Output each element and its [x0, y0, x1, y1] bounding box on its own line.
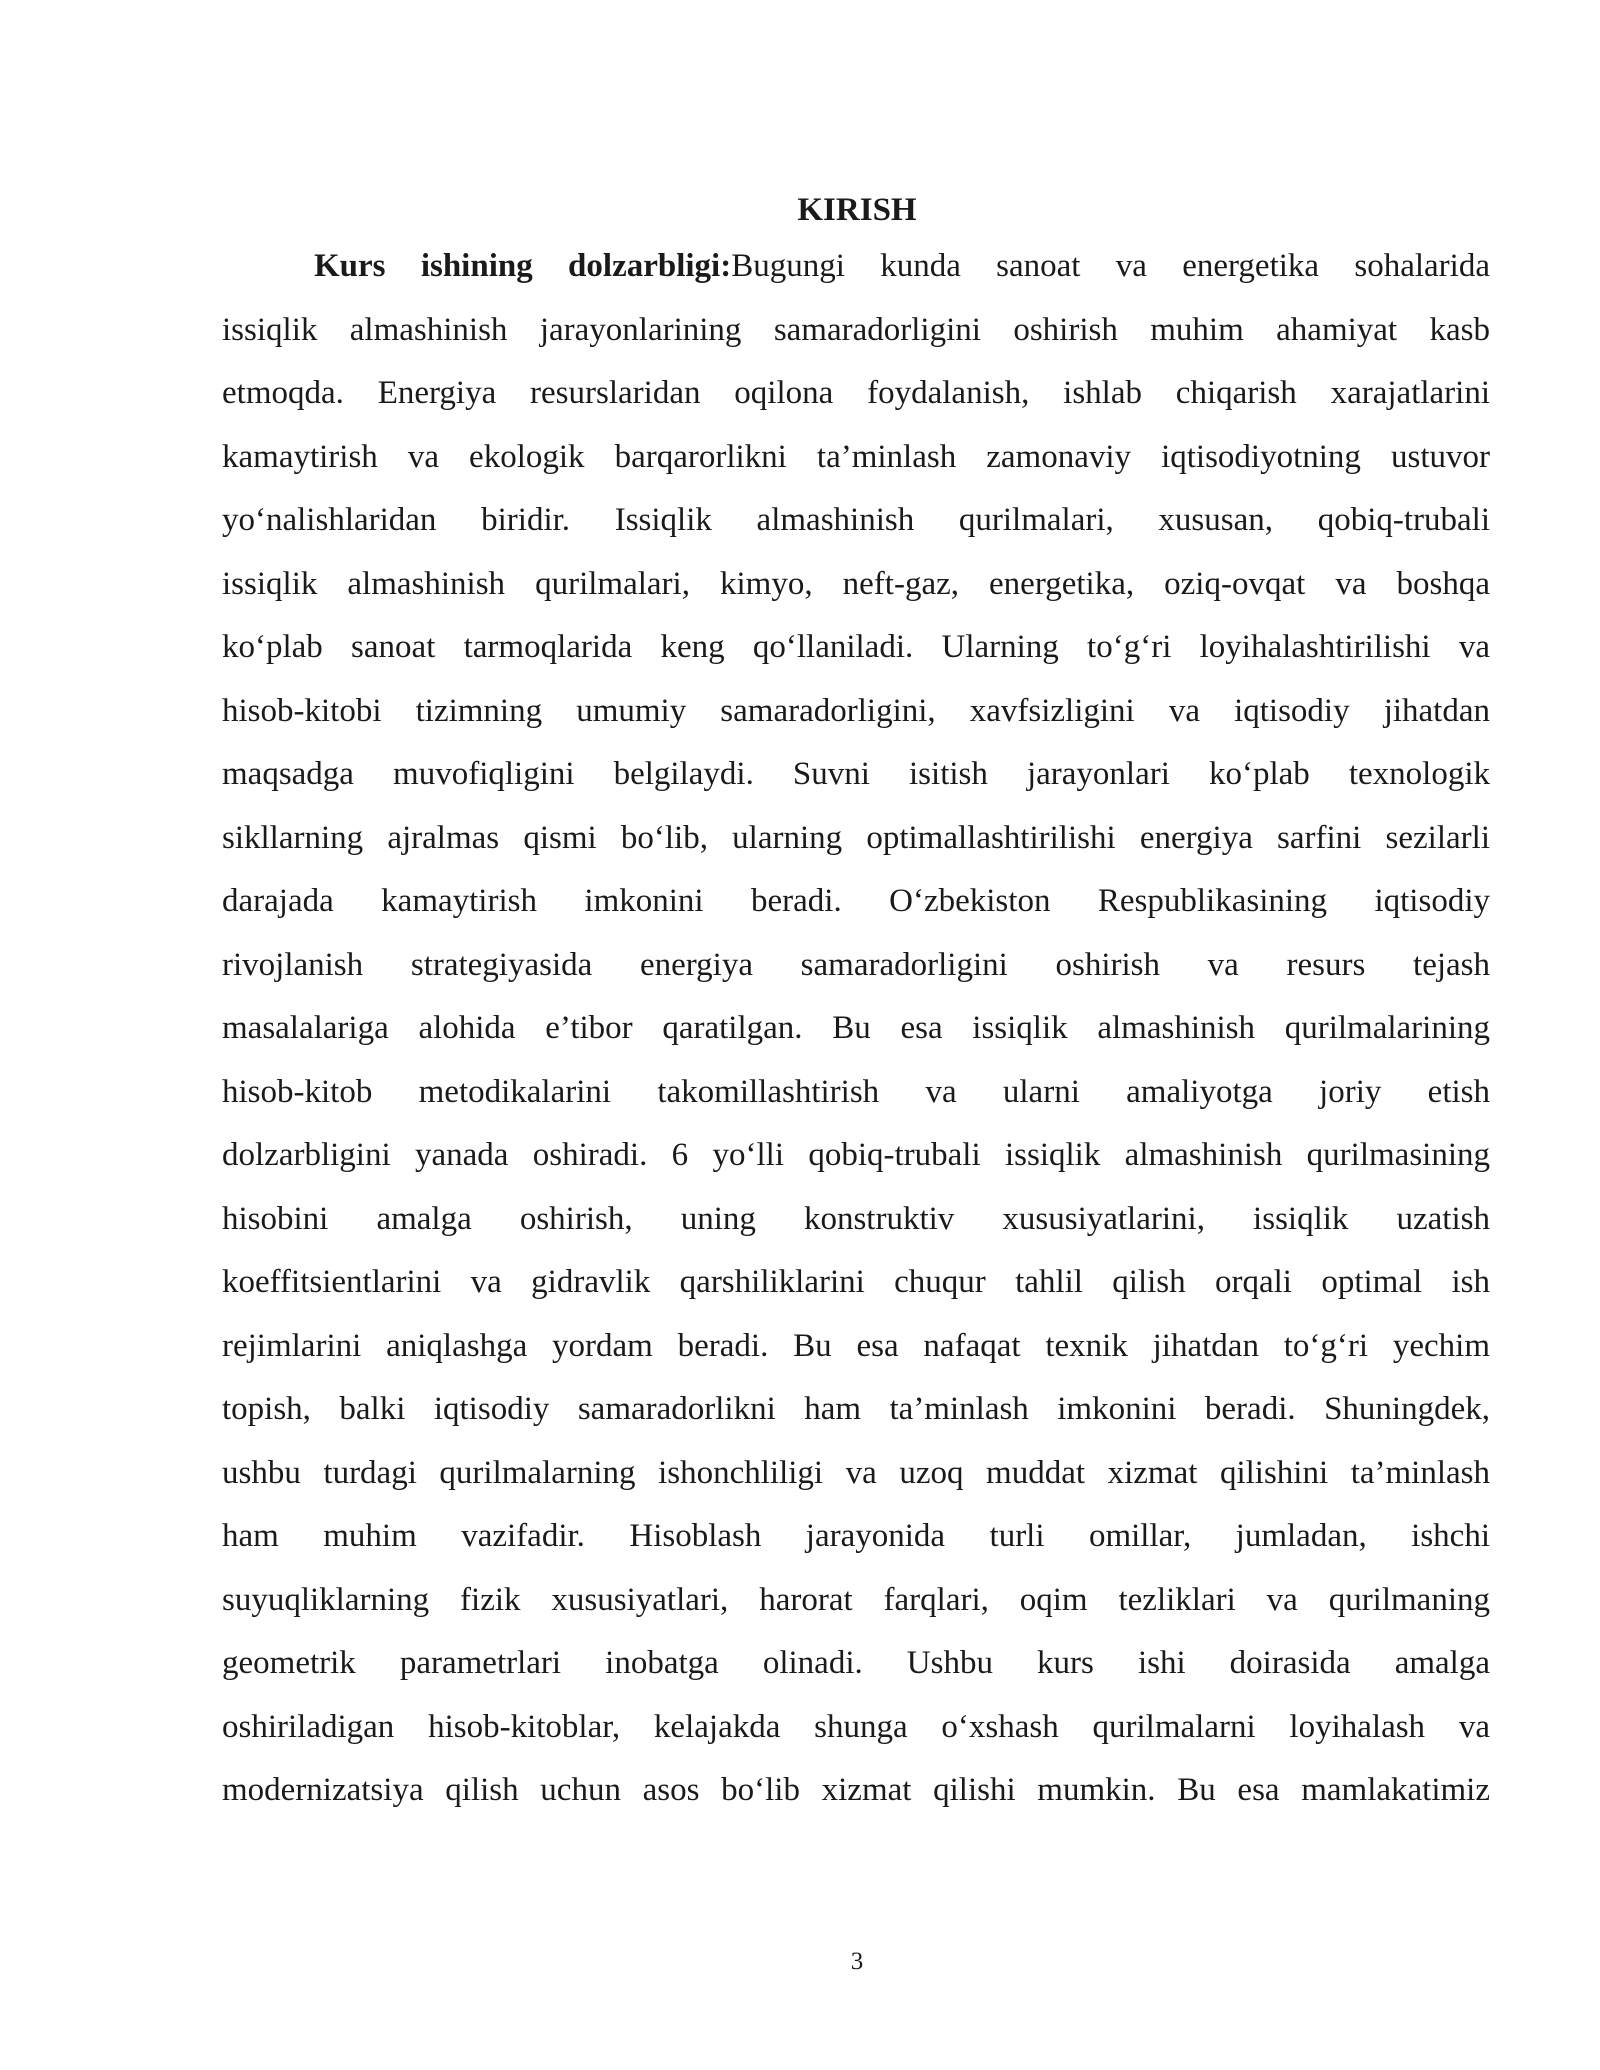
- paragraph-line: etmoqda. Energiya resurslaridan oqilona foydalanish, ishlab chiqarish xarajatlarini: [222, 375, 1490, 411]
- paragraph-line: dolzarbligini yanada oshiradi. 6 yo‘lli qobiq-trubali issiqlik almashinish qurilmasining: [222, 1137, 1490, 1173]
- paragraph-line: [222, 235, 1490, 299]
- section-heading: KIRISH: [797, 192, 917, 228]
- paragraph-line: hisobini amalga oshirish, uning konstruktiv xususiyatlarini, issiqlik uzatish: [222, 1200, 1490, 1237]
- line-text: Bugungi kunda sanoat va energetika sohalarida: [731, 248, 1490, 284]
- paragraph-line: maqsadga muvofiqligini belgilaydi. Suvni isitish jarayonlari ko‘plab texnologik: [222, 756, 1490, 792]
- paragraph-line: rejimlarini aniqlashga yordam beradi. Bu esa nafaqat texnik jihatdan to‘g‘ri yechim: [222, 1327, 1490, 1364]
- paragraph-line: masalalariga alohida e’tibor qaratilgan. Bu esa issiqlik almashinish qurilmalarining: [222, 1010, 1490, 1046]
- paragraph-line: ko‘plab sanoat tarmoqlarida keng qo‘llaniladi. Ularning to‘g‘ri loyihalashtirilishi va: [222, 629, 1490, 665]
- paragraph-line: darajada kamaytirish imkonini beradi. O‘zbekiston Respublikasining iqtisodiy: [222, 883, 1490, 919]
- paragraph-line: ushbu turdagi qurilmalarning ishonchliligi va uzoq muddat xizmat qilishini ta’minlash: [222, 1454, 1490, 1491]
- paragraph-line: hisob-kitobi tizimning umumiy samaradorligini, xavfsizligini va iqtisodiy jihatdan: [222, 692, 1490, 729]
- paragraph-line: suyuqliklarning fizik xususiyatlari, harorat farqlari, oqim tezliklari va qurilmaning: [222, 1581, 1490, 1618]
- paragraph-line: ham muhim vazifadir. Hisoblash jarayonida turli omillar, jumladan, ishchi: [222, 1518, 1490, 1554]
- paragraph-line: issiqlik almashinish jarayonlarining samaradorligini oshirish muhim ahamiyat kasb: [222, 311, 1490, 348]
- paragraph-line: issiqlik almashinish qurilmalari, kimyo, neft-gaz, energetika, oziq-ovqat va boshqa: [222, 565, 1490, 602]
- paragraph-line: koeffitsientlarini va gidravlik qarshiliklarini chuqur tahlil qilish orqali optimal ish: [222, 1264, 1490, 1300]
- paragraph-line: oshiriladigan hisob-kitoblar, kelajakda shunga o‘xshash qurilmalarni loyihalash va: [222, 1708, 1490, 1745]
- paragraph-line: rivojlanish strategiyasida energiya samaradorligini oshirish va resurs tejash: [222, 946, 1490, 983]
- page-number: 3: [850, 1948, 864, 1975]
- body-paragraph: [222, 235, 1490, 1823]
- paragraph-line: hisob-kitob metodikalarini takomillashtirish va ularni amaliyotga joriy etish: [222, 1073, 1490, 1110]
- paragraph-line: geometrik parametrlari inobatga olinadi. Ushbu kurs ishi doirasida amalga: [222, 1645, 1490, 1681]
- paragraph-line: topish, balki iqtisodiy samaradorlikni ham ta’minlash imkonini beradi. Shuningdek,: [222, 1391, 1490, 1427]
- paragraph-line: kamaytirish va ekologik barqarorlikni ta’minlash zamonaviy iqtisodiyotning ustuvor: [222, 438, 1490, 475]
- paragraph-line: sikllarning ajralmas qismi bo‘lib, ularning optimallashtirilishi energiya sarfini sezilarli: [222, 819, 1490, 856]
- paragraph-line: yo‘nalishlaridan biridir. Issiqlik almashinish qurilmalari, xususan, qobiq-trubali: [222, 502, 1490, 538]
- paragraph-line: modernizatsiya qilish uchun asos bo‘lib xizmat qilishi mumkin. Bu esa mamlakatimiz: [222, 1772, 1490, 1808]
- lead-label: Kurs ishining dolzarbligi:: [314, 248, 732, 284]
